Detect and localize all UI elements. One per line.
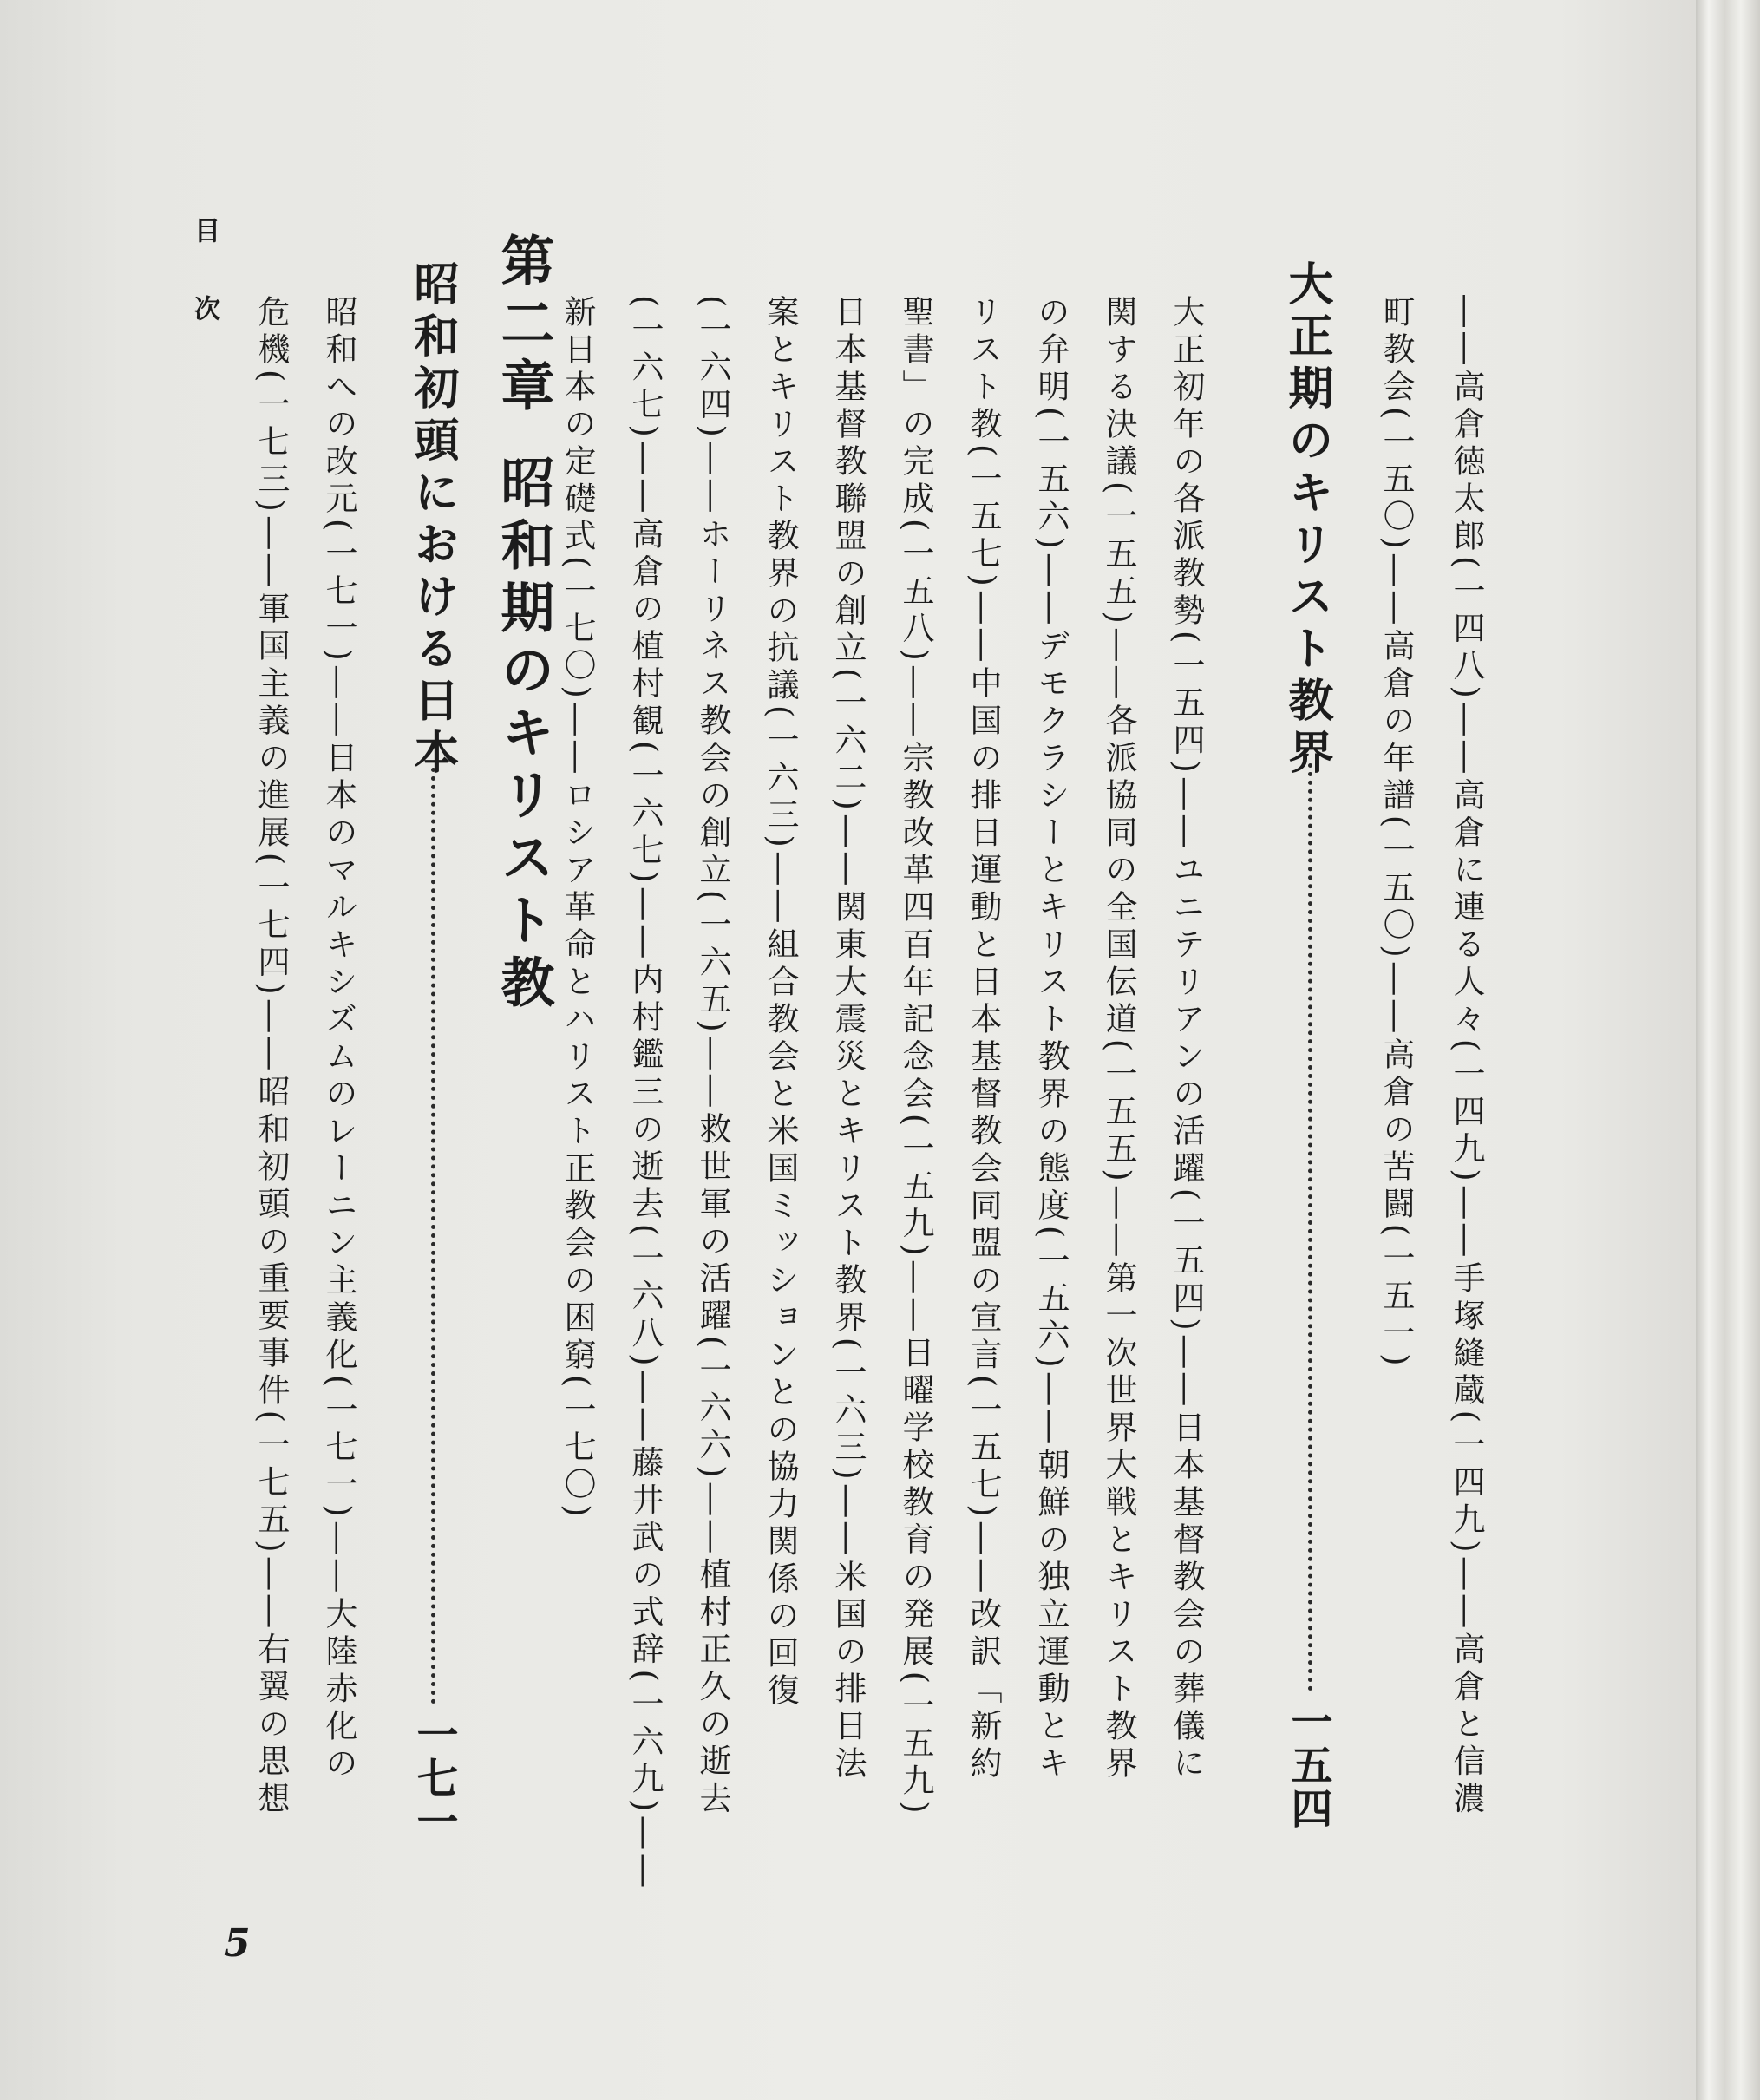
chapter-title: 昭和期のキリスト教 xyxy=(492,455,555,1017)
toc-line: 日本基督教聯盟の創立(一六二)――関東大震災とキリスト教界(一六三)――米国の排日法 xyxy=(829,295,867,1783)
section-page-taisho: 一五四 xyxy=(1284,1700,1332,1830)
toc-line: 町教会(一五〇)――高倉の年譜(一五〇)――高倉の苦闘(一五一) xyxy=(1377,295,1415,1371)
toc-line: 案とキリスト教界の抗議(一六三)――組合教会と米国ミッションとの協力関係の回復 xyxy=(762,295,799,1711)
page-edge xyxy=(1696,0,1760,2100)
toc-line: ――高倉徳太郎(一四八)――高倉に連る人々(一四九)――手塚縫蔵(一四九)――高倉と信濃 xyxy=(1448,295,1485,1819)
section-title-showa: 昭和初頭における日本 xyxy=(406,260,459,781)
toc-line: 関する決議(一五五)――各派協同の全国伝道(一五五)――第一次世界大戦とキリスト教界 xyxy=(1100,295,1137,1783)
section-page-showa: 一七一 xyxy=(409,1713,458,1843)
toc-line: (一六七)――高倉の植村観(一六七)――内村鑑三の逝去(一六八)――藤井武の式辞(一六九)―― xyxy=(626,295,664,1892)
toc-line: リスト教(一五七)――中国の排日運動と日本基督教会同盟の宣言(一五七)――改訳「新約 xyxy=(965,295,1002,1783)
running-header: 目次 xyxy=(189,217,219,373)
toc-line: 聖書」の完成(一五八)――宗教改革四百年記念会(一五九)――日曜学校教育の発展(一五九) xyxy=(897,295,934,1819)
toc-line: 新日本の定礎式(一七〇)――ロシア革命とハリスト正教会の困窮(一七〇) xyxy=(559,295,596,1522)
dot-leader xyxy=(1308,763,1312,1691)
toc-line: 昭和への改元(一七一)――日本のマルキシズムのレーニン主義化(一七一)――大陸赤化の xyxy=(320,295,357,1783)
toc-line: (一六四)――ホーリネス教会の創立(一六五)――救世軍の活躍(一六六)――植村正久の逝去 xyxy=(694,295,731,1819)
dot-leader xyxy=(431,768,435,1704)
section-title-taisho: 大正期のキリスト教界 xyxy=(1280,260,1333,781)
chapter-heading xyxy=(492,232,555,1017)
toc-line: 大正初年の各派教勢(一五四)――ユニテリアンの活躍(一五四)――日本基督教会の葬儀に xyxy=(1168,295,1205,1783)
chapter-number: 第二章 xyxy=(492,232,555,420)
toc-line: の弁明(一五六)――デモクラシーとキリスト教界の態度(一五六)――朝鮮の独立運動とキ xyxy=(1032,295,1070,1783)
page-number: 5 xyxy=(224,1921,251,1966)
toc-line: 危機(一七三)――軍国主義の進展(一七四)――昭和初頭の重要事件(一七五)――右翼の思想 xyxy=(252,295,290,1819)
